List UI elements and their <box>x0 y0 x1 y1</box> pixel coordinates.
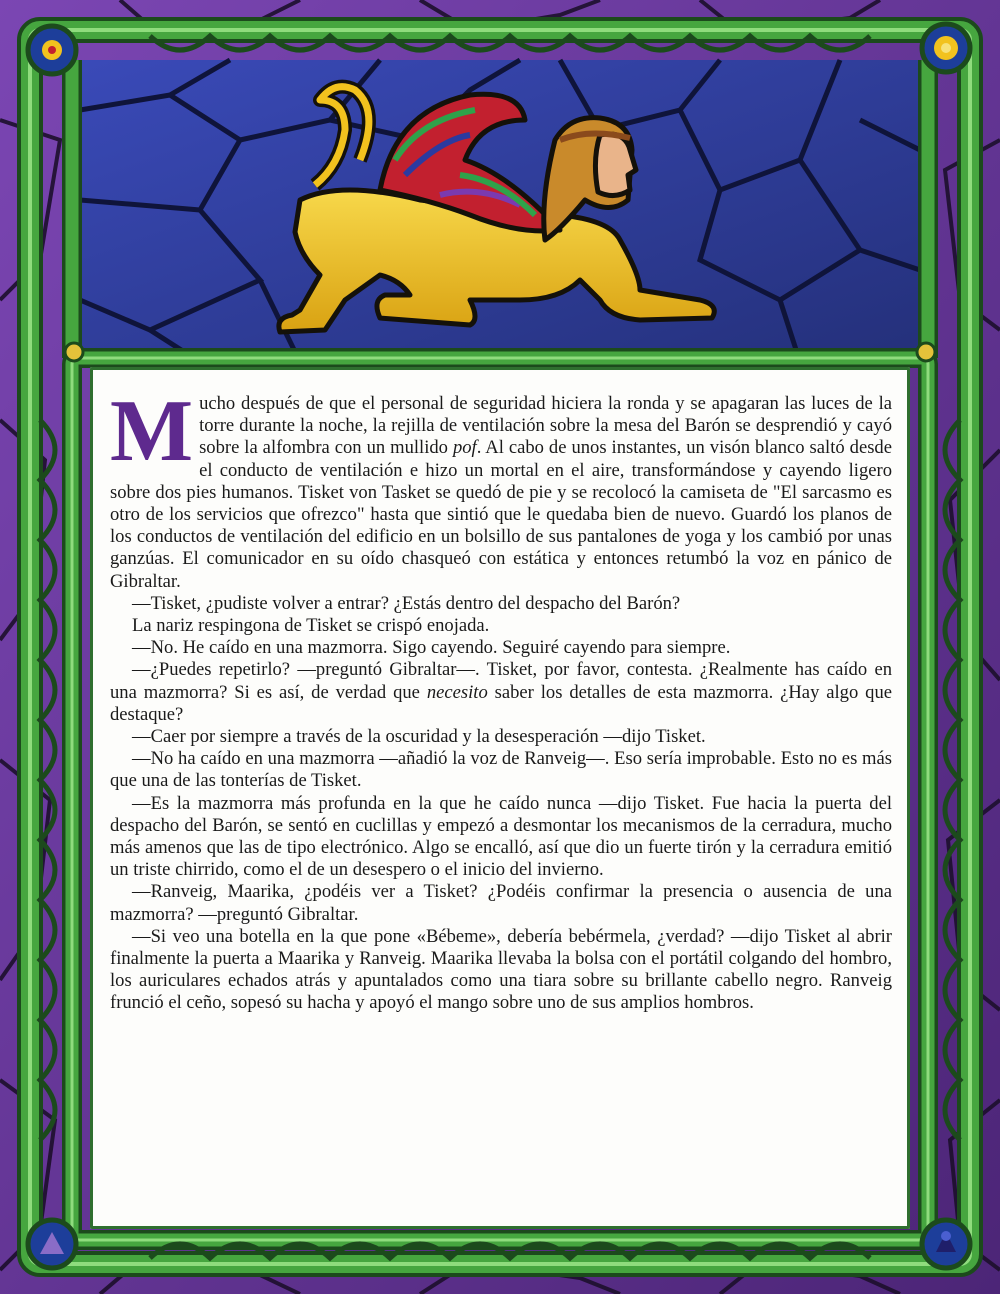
rivet-right <box>917 343 935 361</box>
corner-medallion-bottom-left <box>28 1220 76 1268</box>
story-p1-em: pof <box>452 437 477 459</box>
story-p5-start: —¿Puedes repetirlo? —preguntó Gibraltar—. Tisket, por favor, contesta. ¿Realmente has caído en una mazmorra? Si es así, de verdad que <box>110 659 892 703</box>
story-paragraph-10: —Si veo una botella en la que pone «Bébeme», debería bebérmela, ¿verdad? —dijo Tisket al abrir finalmente la puerta a Maarika y Ranveig. Maarika llevaba la bolsa con el portátil colgando del hombro, los auriculares echados atrás y apuntalados como una tiara sobre su brillante cabello negro. Ranveig frunció el ceño, sopesó su hacha y apoyó el mango sobre uno de sus amplios hombros. <box>110 925 892 1014</box>
story-paragraph-2: —Tisket, ¿pudiste volver a entrar? ¿Estás dentro del despacho del Barón? <box>132 592 681 614</box>
corner-medallion-top-right <box>922 24 970 72</box>
story-p5-end: saber los detalles de esta mazmorra. ¿Hay algo que destaque? <box>110 681 892 725</box>
story-paragraph-6: —Caer por siempre a través de la oscuridad y la desesperación —dijo Tisket. <box>132 726 706 748</box>
story-paragraph-7: —No ha caído en una mazmorra —añadió la voz de Ranveig—. Eso sería improbable. Esto no es más que una de las tonterías de Tisket. <box>110 748 892 792</box>
story-paragraph-4: —No. He caído en una mazmorra. Sigo cayendo. Seguiré cayendo para siempre. <box>132 637 731 659</box>
story-paragraph-5 <box>110 659 892 726</box>
story-paragraph-9: —Ranveig, Maarika, ¿podéis ver a Tisket? ¿Podéis confirmar la presencia o ausencia de una mazmorra? —preguntó Gibraltar. <box>110 881 892 925</box>
rivet-left <box>65 343 83 361</box>
story-p1-start: ucho después de que el personal de seguridad hiciera la ronda y se apagaran las luces de la torre durante la noche, la rejilla de ventilación sobre la mesa del Barón se desprendió y cayó sobre la alfombra con un mullido <box>199 393 892 459</box>
corner-medallion-bottom-right <box>922 1220 970 1268</box>
story-paragraph-8: —Es la mazmorra más profunda en la que he caído nunca —dijo Tisket. Fue hacia la puerta del despacho del Barón, se sentó en cuclillas y empezó a desmontar los mecanismos de la cerradura, mucho más amenos que las de tipo electrónico. Algo se encalló, así que dio un fuerte tirón y la cerradura emitió un triste chirrido, como el de un desespero o el inicio del invierno. <box>110 792 892 881</box>
story-text <box>110 383 892 1015</box>
sphinx-face <box>595 134 636 196</box>
story-p5-em: necesito <box>426 681 488 703</box>
story-p1-end: . Al cabo de unos instantes, un visón blanco saltó desde el conducto de ventilación e hizo un mortal en el aire, transformándose y cayendo ligero sobre dos pies humanos. Tisket von Tasket se quedó de pie y se recolocó la camiseta de "El sarcasmo es otro de los servicios que ofrezco" hasta que sintió que le quedaba bien de nuevo. Guardó los planos de los conductos de ventilación del edificio en un bolsillo de sus pantalones de yoga y los cambió por unas ganzúas. El comunicador en su oído chasqueó con estática y entonces retumbó la voz en pánico de Gibraltar. <box>110 437 892 592</box>
story-paragraph-3: La nariz respingona de Tisket se crispó enojada. <box>132 615 490 637</box>
story-paragraph-1 <box>110 383 892 593</box>
drop-cap: M <box>110 383 194 480</box>
corner-medallion-top-left <box>28 26 76 74</box>
